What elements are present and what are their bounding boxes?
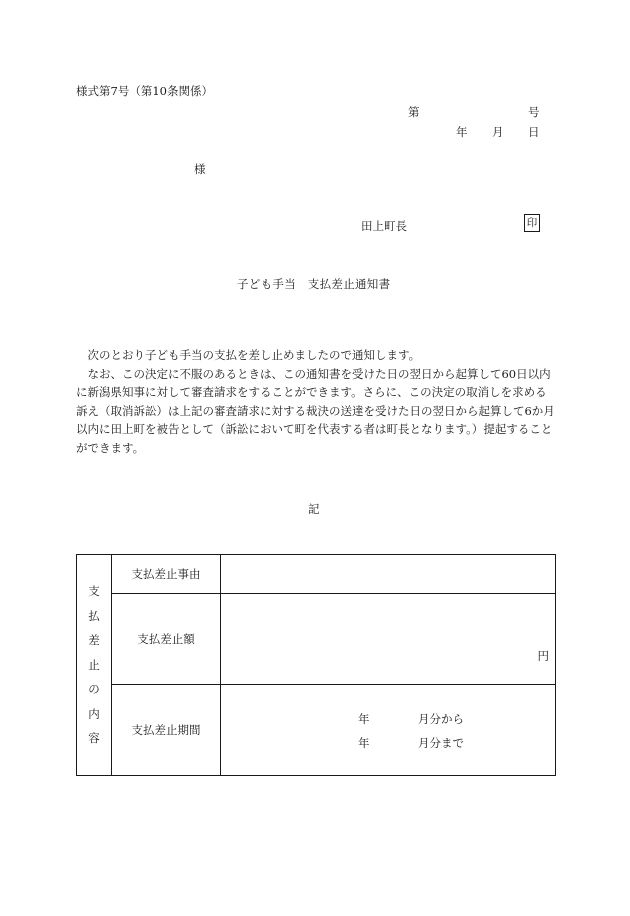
side-label-char: 止 — [88, 657, 100, 672]
notice-body — [76, 346, 555, 458]
body-paragraph-2: なお、この決定に不服のあるときは、この通知書を受けた日の翌日から起算して60日以内に新潟県知事に対して審査請求をすることができます。さらに、この決定の取消しを求める訴え（取消訴訟）は上記の審査請求に対する裁決の送達を受けた日の翌日から起算して6か月以内に田上町を被告として（訴訟において町を代表する者は町長となります。）提起することができます。 — [76, 366, 555, 455]
period-to-year: 年 — [358, 736, 370, 750]
amount-field[interactable] — [221, 594, 556, 685]
reason-label: 支払差止事由 — [112, 555, 221, 594]
period-to-month: 月分まで — [418, 736, 464, 750]
details-side-label — [77, 555, 112, 776]
side-label-char: 払 — [88, 608, 100, 623]
seal-stamp: 印 — [524, 214, 540, 232]
body-paragraph-1: 次のとおり子ども手当の支払を差し止めましたので通知します。 — [87, 348, 421, 362]
period-from-month: 月分から — [418, 712, 464, 726]
document-number-prefix: 第 — [408, 105, 420, 119]
reason-field[interactable] — [221, 555, 556, 594]
date-year-label: 年 — [456, 125, 468, 139]
side-label-char: 容 — [88, 731, 100, 746]
document-title: 子ども手当 支払差止通知書 — [237, 277, 391, 291]
form-number-label: 様式第7号（第10条関係） — [76, 84, 213, 98]
period-from-year: 年 — [358, 712, 370, 726]
document-number-suffix: 号 — [528, 105, 540, 119]
period-to — [358, 735, 464, 751]
side-label-char: 内 — [88, 706, 100, 721]
date-day-label: 日 — [528, 125, 540, 139]
side-label-char: 支 — [88, 584, 100, 599]
addressee-suffix: 様 — [194, 162, 206, 176]
period-from — [358, 711, 464, 727]
amount-unit: 円 — [537, 649, 549, 663]
date-month-label: 月 — [492, 125, 504, 139]
period-label: 支払差止期間 — [112, 685, 221, 776]
issue-date — [456, 124, 540, 140]
issuer-name: 田上町長 — [361, 219, 407, 233]
side-label-char: 差 — [88, 633, 100, 648]
amount-label: 支払差止額 — [112, 594, 221, 685]
suspension-details-table — [76, 554, 556, 776]
ki-heading: 記 — [308, 502, 320, 516]
period-field[interactable] — [221, 685, 556, 776]
side-label-char: の — [88, 682, 100, 697]
